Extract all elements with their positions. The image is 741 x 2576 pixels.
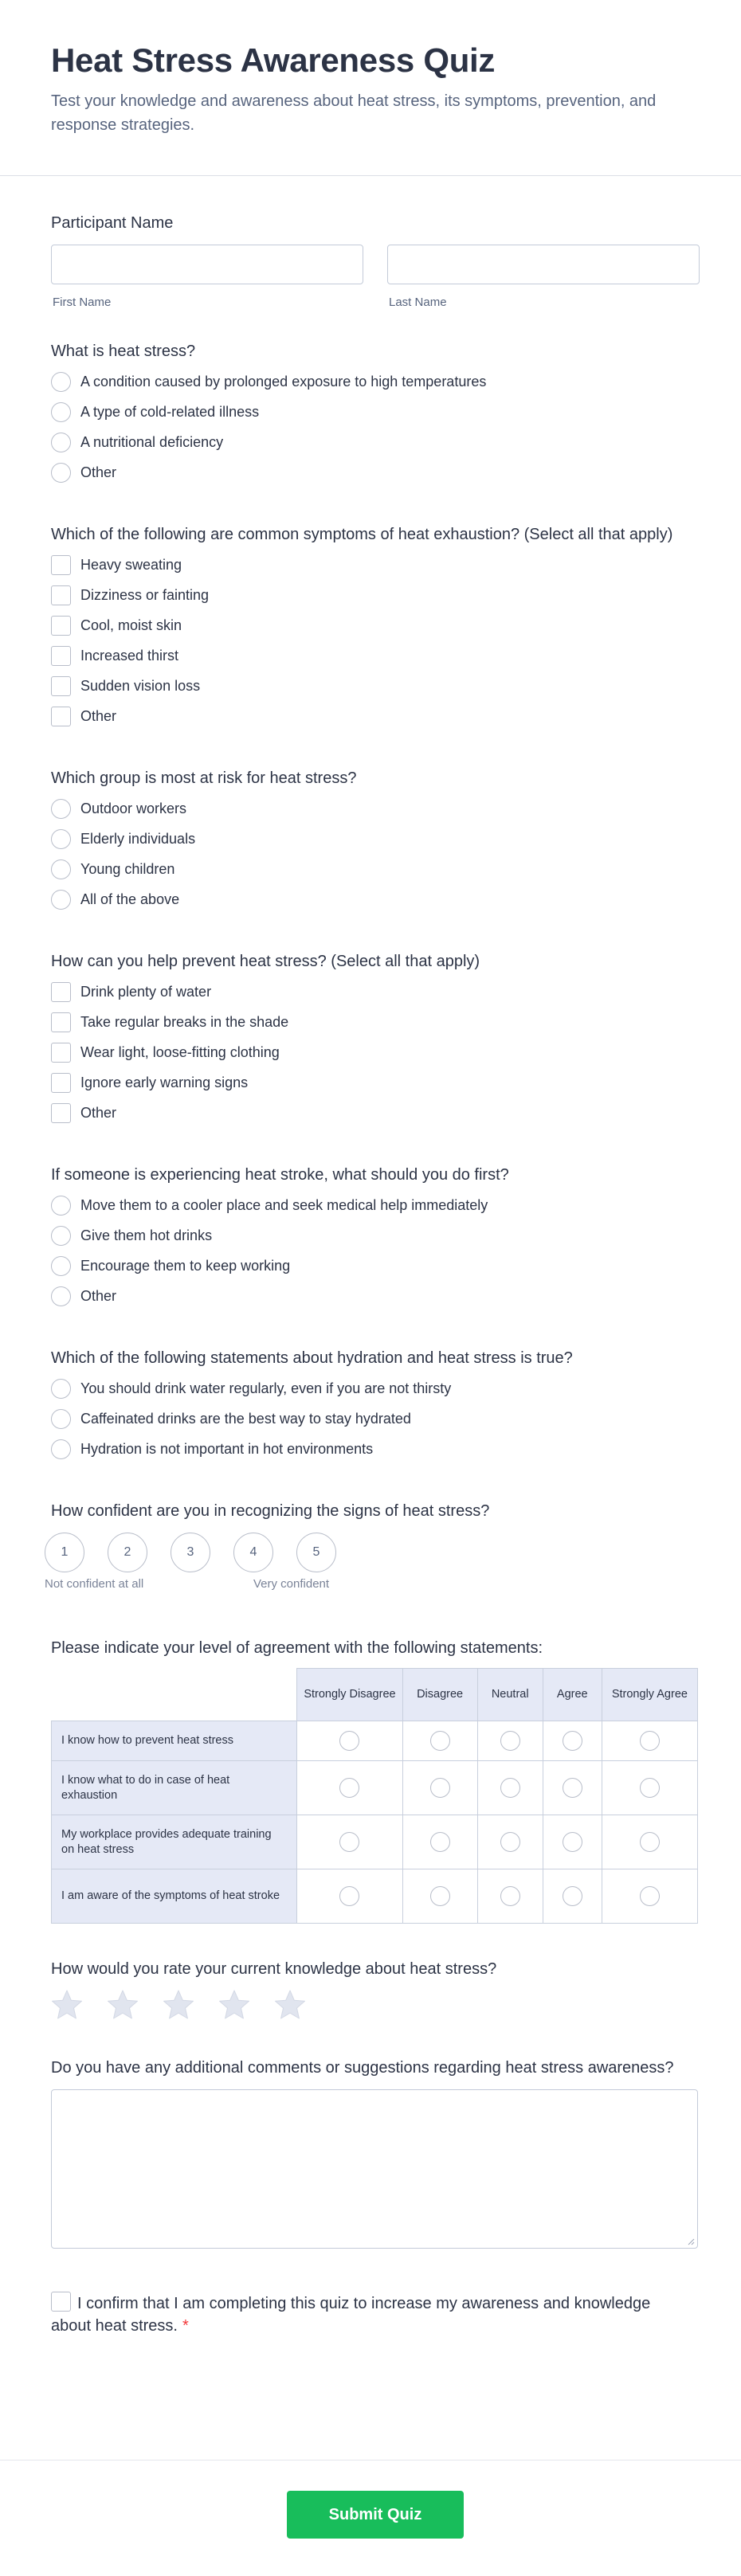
matrix-row-label: I am aware of the symptoms of heat stroke — [52, 1869, 297, 1924]
matrix-cell[interactable] — [297, 1869, 402, 1924]
option-label: Outdoor workers — [80, 800, 187, 816]
radio-option[interactable] — [51, 457, 698, 487]
matrix-cell[interactable] — [402, 1761, 477, 1815]
radio-button[interactable] — [51, 1286, 71, 1306]
checkbox-option[interactable] — [51, 701, 698, 731]
matrix-cell[interactable] — [602, 1815, 697, 1869]
checkbox-option[interactable] — [51, 610, 698, 640]
option-label: Elderly individuals — [80, 830, 196, 847]
matrix-column-header: Strongly Agree — [602, 1669, 697, 1721]
radio-option[interactable] — [51, 1281, 698, 1311]
checkbox[interactable] — [51, 1012, 71, 1032]
radio-button[interactable] — [51, 799, 71, 819]
radio-option[interactable] — [51, 1220, 698, 1251]
radio-button[interactable] — [430, 1731, 450, 1751]
scale-high-label: Very confident — [253, 1577, 330, 1591]
first-name-input[interactable] — [51, 245, 363, 284]
question-label: How confident are you in recognizing the signs of heat stress? — [51, 1502, 490, 1520]
radio-button[interactable] — [51, 1256, 71, 1276]
checkbox[interactable] — [51, 616, 71, 636]
radio-option[interactable] — [51, 397, 698, 427]
matrix-cell[interactable] — [602, 1721, 697, 1761]
matrix-row — [52, 1721, 698, 1761]
option-label: Cool, moist skin — [80, 617, 182, 633]
radio-button[interactable] — [51, 1379, 71, 1399]
matrix-cell[interactable] — [402, 1869, 477, 1924]
scale-option-4[interactable]: 4 — [233, 1533, 273, 1572]
checkbox-option[interactable] — [51, 550, 698, 580]
question-label: How would you rate your current knowledge about heat stress? — [51, 1960, 497, 1978]
question-risk-group — [51, 768, 698, 914]
question-label: Which of the following are common symptoms of heat exhaustion? (Select all that apply) — [51, 526, 673, 543]
question-heat-exhaustion-symptoms — [51, 524, 698, 731]
radio-option[interactable] — [51, 1251, 698, 1281]
scale-option-2[interactable]: 2 — [108, 1533, 147, 1572]
matrix-cell[interactable] — [402, 1815, 477, 1869]
radio-button[interactable] — [339, 1731, 359, 1751]
confirmation-field — [51, 2292, 688, 2337]
option-label: Other — [80, 464, 117, 480]
question-label: Please indicate your level of agreement with the following statements: — [51, 1639, 543, 1657]
question-label: Which of the following statements about hydration and heat stress is true? — [51, 1349, 573, 1367]
radio-option[interactable] — [51, 366, 698, 397]
option-label: Heavy sweating — [80, 556, 182, 573]
option-label: Give them hot drinks — [80, 1227, 213, 1243]
matrix-column-header: Strongly Disagree — [297, 1669, 402, 1721]
option-label: A type of cold-related illness — [80, 403, 260, 420]
checkbox-option[interactable] — [51, 1098, 698, 1128]
matrix-cell[interactable] — [543, 1815, 602, 1869]
option-label: Young children — [80, 860, 175, 877]
checkbox[interactable] — [51, 585, 71, 605]
radio-option[interactable] — [51, 1403, 698, 1434]
question-prevention — [51, 951, 698, 1128]
checkbox[interactable] — [51, 1073, 71, 1093]
matrix-row-label: I know how to prevent heat stress — [52, 1721, 297, 1761]
option-label: A condition caused by prolonged exposure to high temperatures — [80, 373, 487, 390]
radio-button[interactable] — [339, 1832, 359, 1852]
first-name-sublabel: First Name — [53, 296, 112, 309]
resize-handle-icon[interactable] — [687, 2237, 695, 2245]
star-icon[interactable] — [51, 1989, 83, 2021]
radio-button[interactable] — [51, 1409, 71, 1429]
radio-button[interactable] — [563, 1778, 582, 1798]
star-icon[interactable] — [218, 1989, 250, 2021]
matrix-cell[interactable] — [543, 1761, 602, 1815]
radio-button[interactable] — [51, 1439, 71, 1459]
comments-textarea[interactable] — [51, 2089, 698, 2249]
question-label: Which group is most at risk for heat stress? — [51, 769, 357, 787]
matrix-cell[interactable] — [543, 1869, 602, 1924]
checkbox[interactable] — [51, 676, 71, 696]
matrix-cell[interactable] — [543, 1721, 602, 1761]
radio-option[interactable] — [51, 884, 698, 914]
radio-button[interactable] — [51, 890, 71, 910]
checkbox[interactable] — [51, 1103, 71, 1123]
radio-button[interactable] — [430, 1778, 450, 1798]
radio-button[interactable] — [51, 463, 71, 483]
radio-option[interactable] — [51, 1373, 698, 1403]
option-label: Increased thirst — [80, 647, 179, 664]
radio-button[interactable] — [51, 1196, 71, 1216]
question-label: Do you have any additional comments or suggestions regarding heat stress awareness? — [51, 2059, 674, 2077]
last-name-input[interactable] — [387, 245, 700, 284]
form-footer — [0, 2460, 741, 2576]
radio-button[interactable] — [500, 1832, 520, 1852]
radio-button[interactable] — [51, 859, 71, 879]
matrix-cell[interactable] — [477, 1721, 543, 1761]
checkbox[interactable] — [51, 982, 71, 1002]
radio-button[interactable] — [500, 1778, 520, 1798]
page-title: Heat Stress Awareness Quiz — [51, 41, 496, 79]
star-icon[interactable] — [274, 1989, 306, 2021]
radio-button[interactable] — [339, 1778, 359, 1798]
question-hydration — [51, 1348, 698, 1464]
matrix-cell[interactable] — [402, 1721, 477, 1761]
radio-button[interactable] — [640, 1886, 660, 1906]
checkbox-option[interactable] — [51, 671, 698, 701]
radio-option[interactable] — [51, 1434, 698, 1464]
radio-button[interactable] — [51, 372, 71, 392]
radio-button[interactable] — [51, 433, 71, 452]
star-icon[interactable] — [163, 1989, 194, 2021]
radio-button[interactable] — [51, 402, 71, 422]
participant-name-label: Participant Name — [51, 214, 174, 232]
radio-button[interactable] — [563, 1731, 582, 1751]
matrix-cell[interactable] — [297, 1815, 402, 1869]
option-label: Ignore early warning signs — [80, 1074, 249, 1090]
question-heat-stress-definition — [51, 341, 698, 487]
checkbox[interactable] — [51, 555, 71, 575]
scale-option-5[interactable]: 5 — [296, 1533, 336, 1572]
checkbox[interactable] — [51, 1043, 71, 1063]
matrix-cell[interactable] — [477, 1761, 543, 1815]
matrix-row-label: My workplace provides adequate training on heat stress — [52, 1815, 297, 1869]
radio-button[interactable] — [51, 1226, 71, 1246]
radio-button[interactable] — [640, 1778, 660, 1798]
question-label: What is heat stress? — [51, 343, 196, 360]
option-label: Move them to a cooler place and seek medical help immediately — [80, 1196, 488, 1213]
question-knowledge-rating — [51, 1959, 698, 2021]
matrix-column-header: Neutral — [477, 1669, 543, 1721]
option-label: Take regular breaks in the shade — [80, 1013, 289, 1030]
checkbox-option[interactable] — [51, 640, 698, 671]
checkbox-option[interactable] — [51, 1007, 698, 1037]
scale-rating — [45, 1533, 698, 1572]
option-label: Other — [80, 707, 117, 724]
option-label: Drink plenty of water — [80, 983, 212, 1000]
matrix-cell[interactable] — [602, 1761, 697, 1815]
option-label: Dizziness or fainting — [80, 586, 210, 603]
question-confidence-scale — [45, 1501, 698, 1606]
last-name-sublabel: Last Name — [389, 296, 447, 309]
checkbox-option[interactable] — [51, 1067, 698, 1098]
matrix-cell[interactable] — [477, 1869, 543, 1924]
radio-button[interactable] — [500, 1731, 520, 1751]
option-label: Other — [80, 1287, 117, 1304]
question-agreement-matrix — [51, 1638, 698, 1924]
checkbox-option[interactable] — [51, 977, 698, 1007]
option-label: Wear light, loose-fitting clothing — [80, 1043, 280, 1060]
option-label: Other — [80, 1104, 117, 1121]
scale-low-label: Not confident at all — [45, 1577, 144, 1591]
checkbox[interactable] — [51, 646, 71, 666]
participant-name-field — [51, 213, 698, 309]
question-comments — [51, 2057, 698, 2249]
matrix-cell[interactable] — [602, 1869, 697, 1924]
scale-option-3[interactable]: 3 — [171, 1533, 210, 1572]
radio-button[interactable] — [339, 1886, 359, 1906]
radio-button[interactable] — [500, 1886, 520, 1906]
option-label: Hydration is not important in hot environments — [80, 1440, 374, 1457]
radio-option[interactable] — [51, 854, 698, 884]
option-label: All of the above — [80, 891, 180, 907]
radio-button[interactable] — [563, 1832, 582, 1852]
question-heat-stroke-response — [51, 1165, 698, 1311]
required-marker: * — [182, 2317, 189, 2335]
option-label: You should drink water regularly, even if you are not thirsty — [80, 1380, 452, 1396]
radio-option[interactable] — [51, 427, 698, 457]
radio-button[interactable] — [563, 1886, 582, 1906]
confirmation-checkbox[interactable] — [51, 2292, 71, 2312]
matrix-column-header: Disagree — [402, 1669, 477, 1721]
checkbox-option[interactable] — [51, 1037, 698, 1067]
checkbox[interactable] — [51, 707, 71, 726]
matrix-cell[interactable] — [297, 1721, 402, 1761]
matrix-corner — [52, 1669, 297, 1721]
confirmation-label: I confirm that I am completing this quiz to increase my awareness and knowledge about heat stress. — [51, 2295, 651, 2335]
matrix-row — [52, 1869, 698, 1924]
scale-option-1[interactable]: 1 — [45, 1533, 84, 1572]
star-rating — [51, 1989, 698, 2021]
option-label: Sudden vision loss — [80, 677, 201, 694]
option-label: A nutritional deficiency — [80, 433, 224, 450]
star-icon[interactable] — [107, 1989, 139, 2021]
question-label: If someone is experiencing heat stroke, what should you do first? — [51, 1166, 509, 1184]
submit-button[interactable]: Submit Quiz — [287, 2491, 464, 2539]
agreement-matrix-table — [51, 1668, 698, 1924]
matrix-cell[interactable] — [477, 1815, 543, 1869]
radio-button[interactable] — [640, 1731, 660, 1751]
question-label: How can you help prevent heat stress? (Select all that apply) — [51, 953, 480, 970]
matrix-row — [52, 1815, 698, 1869]
option-label: Encourage them to keep working — [80, 1257, 291, 1274]
checkbox-option[interactable] — [51, 580, 698, 610]
radio-button[interactable] — [640, 1832, 660, 1852]
matrix-row-label: I know what to do in case of heat exhaustion — [52, 1761, 297, 1815]
form-header — [0, 0, 741, 176]
radio-option[interactable] — [51, 824, 698, 854]
radio-button[interactable] — [51, 829, 71, 849]
option-label: Caffeinated drinks are the best way to stay hydrated — [80, 1410, 411, 1427]
radio-button[interactable] — [430, 1832, 450, 1852]
radio-option[interactable] — [51, 1190, 698, 1220]
radio-button[interactable] — [430, 1886, 450, 1906]
quiz-form — [0, 213, 741, 2337]
page-description: Test your knowledge and awareness about heat stress, its symptoms, prevention, and response strategies. — [51, 92, 657, 134]
matrix-cell[interactable] — [297, 1761, 402, 1815]
matrix-column-header: Agree — [543, 1669, 602, 1721]
radio-option[interactable] — [51, 793, 698, 824]
matrix-row — [52, 1761, 698, 1815]
